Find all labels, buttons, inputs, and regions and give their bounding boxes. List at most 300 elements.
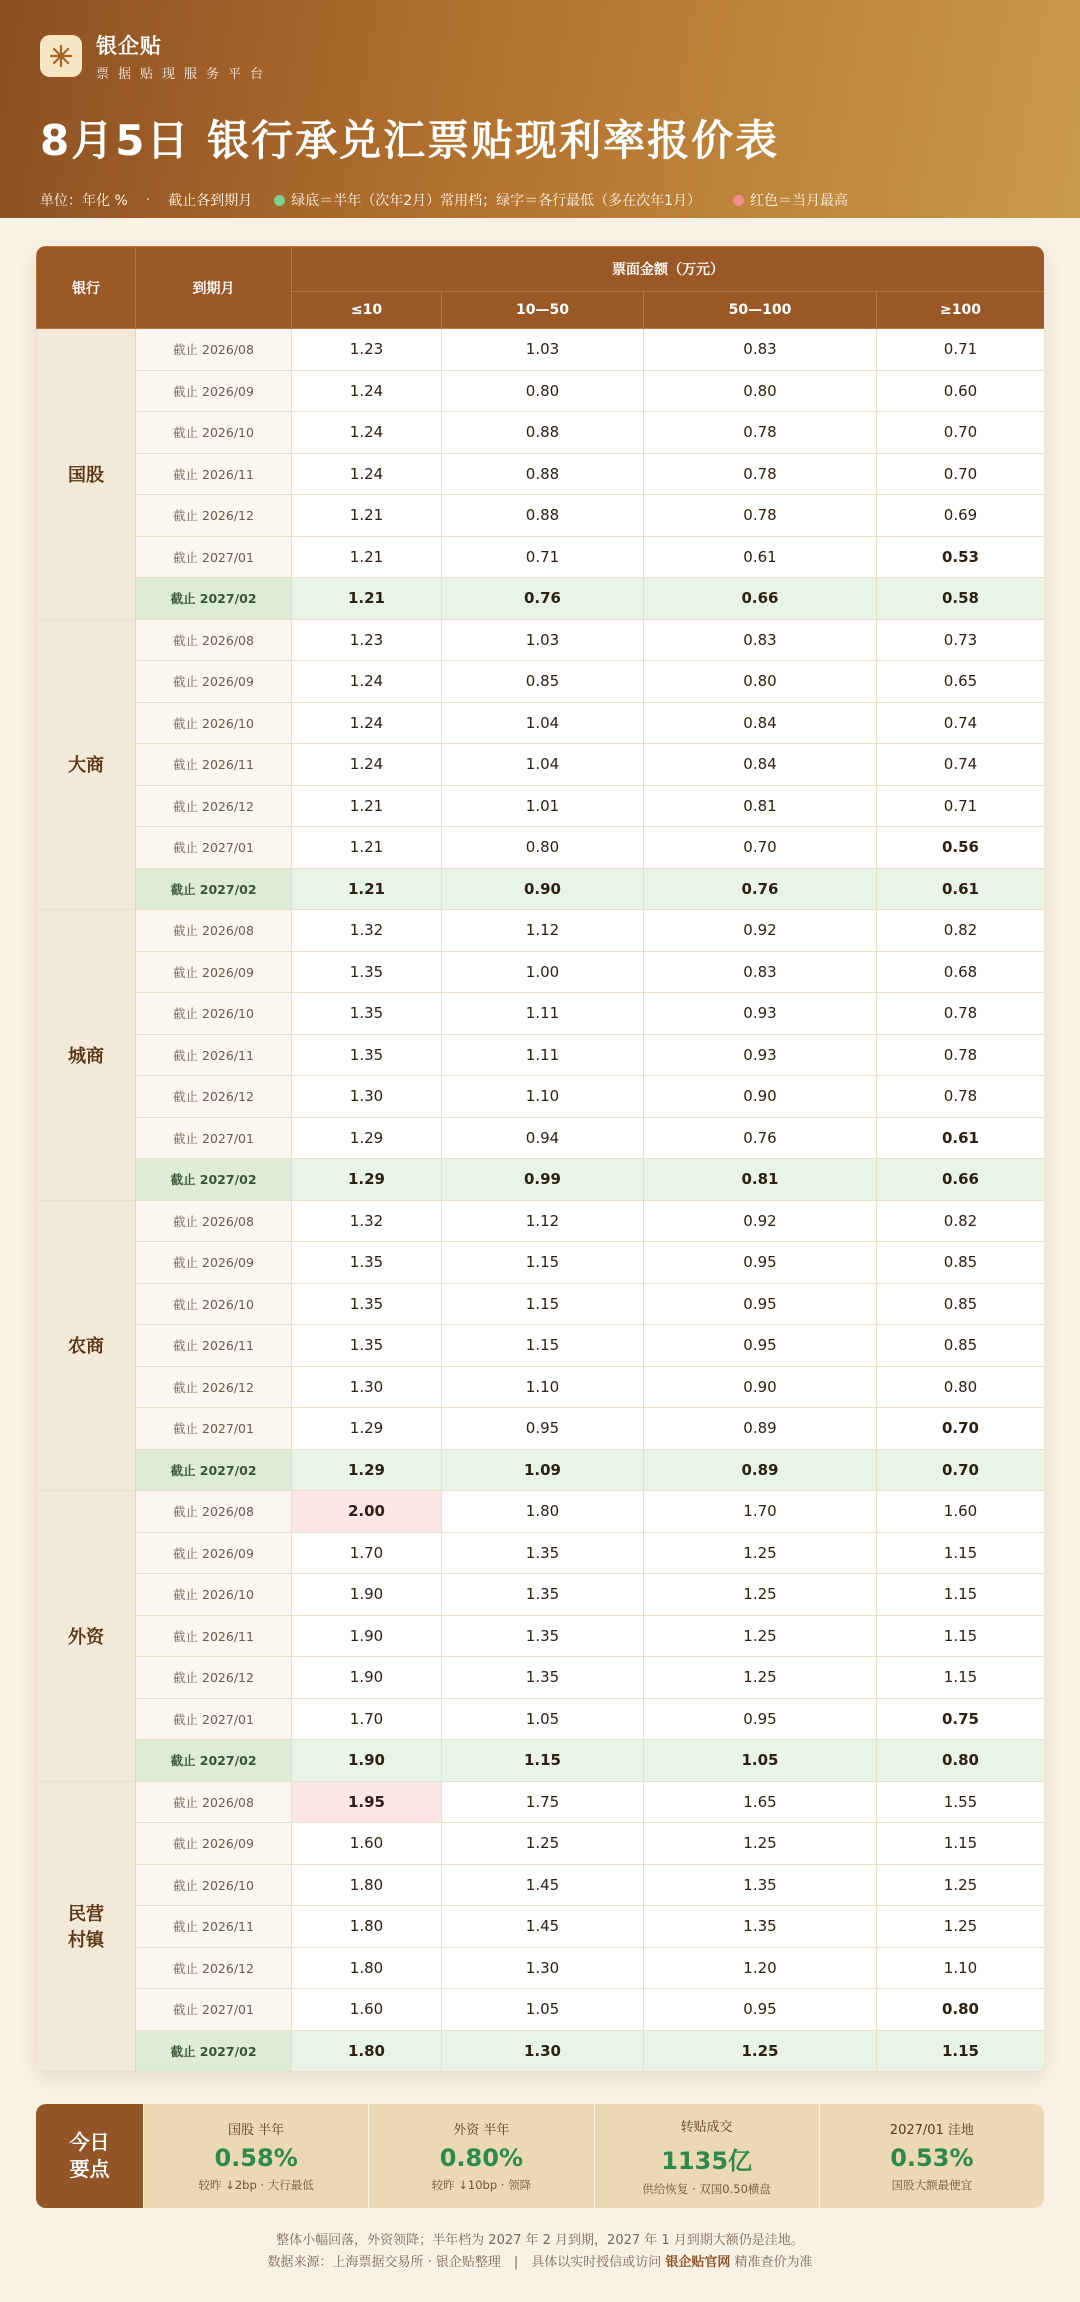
legend-red-text: 红色＝当月最高	[750, 193, 849, 209]
rate-cell: 1.20	[644, 1947, 877, 1989]
maturity-month-cell: 截止 2026/11	[136, 453, 292, 495]
table-row	[37, 1698, 1045, 1740]
header-amount-3: 50—100	[644, 292, 877, 329]
rate-cell: 1.35	[442, 1574, 644, 1616]
table-row	[37, 1532, 1045, 1574]
table-row	[37, 993, 1045, 1035]
rate-cell: 0.80	[442, 827, 644, 869]
rate-cell: 0.85	[877, 1325, 1045, 1367]
table-row	[37, 1366, 1045, 1408]
rate-cell: 1.11	[442, 993, 644, 1035]
rate-cell: 0.88	[442, 495, 644, 537]
rate-cell: 0.76	[644, 1117, 877, 1159]
rate-cell: 0.73	[877, 619, 1045, 661]
table-row	[37, 536, 1045, 578]
rate-cell: 1.35	[442, 1532, 644, 1574]
rate-cell: 1.80	[292, 2030, 442, 2072]
rate-cell: 0.99	[442, 1159, 644, 1201]
rate-cell: 0.68	[877, 951, 1045, 993]
maturity-month-cell: 截止 2026/11	[136, 1325, 292, 1367]
rate-table-container	[36, 246, 1044, 2072]
rate-cell: 0.78	[644, 453, 877, 495]
table-row	[37, 495, 1045, 537]
rate-cell: 0.85	[442, 661, 644, 703]
table-row	[37, 1076, 1045, 1118]
rate-cell: 1.21	[292, 495, 442, 537]
brand-subtitle: 票据贴现服务平台	[96, 67, 273, 82]
brand-name: 银企贴	[96, 34, 162, 58]
maturity-month-cell: 截止 2027/02	[136, 2030, 292, 2072]
rate-cell: 1.35	[292, 1034, 442, 1076]
rate-cell: 1.24	[292, 702, 442, 744]
rate-cell: 1.90	[292, 1740, 442, 1782]
maturity-month-cell: 截止 2026/08	[136, 1491, 292, 1533]
bank-name-cell: 外资	[37, 1491, 136, 1782]
brand	[40, 30, 1040, 82]
table-row	[37, 1781, 1045, 1823]
table-row	[37, 1159, 1045, 1201]
rate-cell: 0.78	[877, 1076, 1045, 1118]
maturity-month-cell: 截止 2026/08	[136, 329, 292, 371]
rate-cell: 1.05	[644, 1740, 877, 1782]
rate-cell: 1.32	[292, 910, 442, 952]
rate-cell: 0.80	[877, 1366, 1045, 1408]
rate-cell: 1.32	[292, 1200, 442, 1242]
legend-cutoff: 截止各到期月	[168, 193, 253, 209]
footer-line1: 整体小幅回落，外资领降；半年档为 2027 年 2 月到期，2027 年 1 月到期大额仍是洼地。	[276, 2233, 804, 2248]
rate-cell: 1.05	[442, 1698, 644, 1740]
rate-cell: 1.80	[442, 1491, 644, 1533]
red-dot-icon	[733, 195, 744, 206]
rate-cell: 0.66	[644, 578, 877, 620]
table-row	[37, 1615, 1045, 1657]
rate-cell: 1.29	[292, 1408, 442, 1450]
summary-note: 国股大额最便宜	[891, 2178, 973, 2192]
footer-suffix: 精准查价为准	[734, 2255, 813, 2270]
summary-panel	[36, 2104, 1044, 2208]
table-row	[37, 702, 1045, 744]
table-row	[37, 619, 1045, 661]
rate-cell: 1.70	[644, 1491, 877, 1533]
rate-cell: 0.95	[644, 1242, 877, 1284]
rate-cell: 1.45	[442, 1906, 644, 1948]
rate-cell: 0.83	[644, 619, 877, 661]
rate-cell: 1.15	[442, 1242, 644, 1284]
rate-cell: 1.35	[292, 1242, 442, 1284]
rate-cell: 1.90	[292, 1615, 442, 1657]
rate-cell: 0.94	[442, 1117, 644, 1159]
table-row	[37, 412, 1045, 454]
rate-cell: 0.71	[877, 329, 1045, 371]
rate-cell: 1.90	[292, 1574, 442, 1616]
maturity-month-cell: 截止 2026/12	[136, 495, 292, 537]
rate-cell: 0.84	[644, 744, 877, 786]
rate-cell: 1.24	[292, 453, 442, 495]
header-bank: 银行	[37, 247, 136, 329]
rate-cell: 0.70	[877, 453, 1045, 495]
rate-cell: 1.15	[877, 1574, 1045, 1616]
rate-cell: 0.74	[877, 702, 1045, 744]
rate-cell: 1.25	[644, 2030, 877, 2072]
maturity-month-cell: 截止 2026/10	[136, 412, 292, 454]
maturity-month-cell: 截止 2027/01	[136, 1698, 292, 1740]
summary-item	[819, 2104, 1044, 2208]
table-row	[37, 2030, 1045, 2072]
rate-cell: 1.15	[877, 1532, 1045, 1574]
rate-cell: 1.80	[292, 1906, 442, 1948]
maturity-month-cell: 截止 2026/11	[136, 1034, 292, 1076]
maturity-month-cell: 截止 2026/11	[136, 1615, 292, 1657]
rate-cell: 1.25	[644, 1657, 877, 1699]
rate-cell: 1.15	[442, 1283, 644, 1325]
header-month: 到期月	[136, 247, 292, 329]
footer	[0, 2230, 1080, 2274]
maturity-month-cell: 截止 2026/08	[136, 1200, 292, 1242]
maturity-month-cell: 截止 2027/02	[136, 868, 292, 910]
rate-cell: 1.21	[292, 578, 442, 620]
bank-name-cell: 大商	[37, 619, 136, 910]
rate-cell: 1.25	[877, 1906, 1045, 1948]
rate-cell: 0.83	[644, 951, 877, 993]
rate-cell: 1.12	[442, 910, 644, 952]
rate-cell: 1.90	[292, 1657, 442, 1699]
header-amount-group: 票面金额（万元）	[292, 247, 1045, 292]
rate-cell: 0.61	[644, 536, 877, 578]
maturity-month-cell: 截止 2027/01	[136, 827, 292, 869]
rate-cell: 1.29	[292, 1117, 442, 1159]
rate-cell: 1.03	[442, 619, 644, 661]
rate-cell: 0.76	[442, 578, 644, 620]
summary-title-line1: 今日	[69, 2130, 110, 2154]
maturity-month-cell: 截止 2026/10	[136, 702, 292, 744]
table-row	[37, 1823, 1045, 1865]
rate-cell: 1.60	[292, 1989, 442, 2031]
rate-cell: 1.25	[877, 1864, 1045, 1906]
rate-cell: 1.65	[644, 1781, 877, 1823]
rate-cell: 0.82	[877, 1200, 1045, 1242]
rate-cell: 1.15	[877, 2030, 1045, 2072]
rate-cell: 0.69	[877, 495, 1045, 537]
rate-cell: 1.24	[292, 412, 442, 454]
maturity-month-cell: 截止 2026/11	[136, 744, 292, 786]
table-row	[37, 910, 1045, 952]
rate-cell: 1.15	[877, 1823, 1045, 1865]
table-row	[37, 329, 1045, 371]
table-row	[37, 578, 1045, 620]
table-row	[37, 1408, 1045, 1450]
rate-cell: 0.82	[877, 910, 1045, 952]
legend-separator: ·	[145, 192, 151, 208]
rate-cell: 0.71	[442, 536, 644, 578]
rate-cell: 0.93	[644, 993, 877, 1035]
maturity-month-cell: 截止 2026/08	[136, 1781, 292, 1823]
header-amount-1: ≤10	[292, 292, 442, 329]
legend-green	[274, 190, 701, 210]
maturity-month-cell: 截止 2026/10	[136, 1864, 292, 1906]
rate-cell: 1.95	[292, 1781, 442, 1823]
maturity-month-cell: 截止 2026/09	[136, 951, 292, 993]
table-body	[37, 329, 1045, 2072]
rate-cell: 1.30	[442, 1947, 644, 1989]
rate-cell: 0.80	[877, 1740, 1045, 1782]
rate-cell: 1.23	[292, 619, 442, 661]
rate-cell: 1.15	[877, 1615, 1045, 1657]
rate-cell: 0.80	[877, 1989, 1045, 2031]
rate-cell: 1.11	[442, 1034, 644, 1076]
rate-cell: 1.60	[877, 1491, 1045, 1533]
rate-cell: 0.89	[644, 1408, 877, 1450]
rate-cell: 0.89	[644, 1449, 877, 1491]
summary-note: 较昨 ↓10bp · 领降	[431, 2178, 532, 2192]
rate-cell: 0.58	[877, 578, 1045, 620]
maturity-month-cell: 截止 2026/11	[136, 1906, 292, 1948]
rate-cell: 1.15	[877, 1657, 1045, 1699]
rate-cell: 1.04	[442, 744, 644, 786]
rate-cell: 0.90	[442, 868, 644, 910]
rate-cell: 1.70	[292, 1698, 442, 1740]
maturity-month-cell: 截止 2026/09	[136, 1823, 292, 1865]
summary-item	[368, 2104, 593, 2208]
summary-value: 0.53%	[890, 2144, 974, 2172]
table-row	[37, 1242, 1045, 1284]
rate-cell: 0.81	[644, 785, 877, 827]
summary-label: 转贴成交	[680, 2119, 733, 2135]
maturity-month-cell: 截止 2026/08	[136, 910, 292, 952]
summary-item	[594, 2104, 819, 2208]
table-row	[37, 1449, 1045, 1491]
maturity-month-cell: 截止 2026/09	[136, 661, 292, 703]
rate-cell: 0.90	[644, 1076, 877, 1118]
summary-note: 较昨 ↓2bp · 大行最低	[198, 2178, 314, 2192]
footer-source: 数据来源：上海票据交易所 · 银企贴整理 | 具体以实时授信或访问	[267, 2255, 662, 2270]
header-amount-4: ≥100	[877, 292, 1045, 329]
rate-cell: 0.95	[644, 1283, 877, 1325]
legend-red	[733, 190, 848, 210]
rate-cell: 1.24	[292, 744, 442, 786]
rate-cell: 0.95	[644, 1698, 877, 1740]
summary-item	[143, 2104, 368, 2208]
maturity-month-cell: 截止 2027/02	[136, 578, 292, 620]
rate-cell: 1.21	[292, 536, 442, 578]
rate-cell: 1.25	[442, 1823, 644, 1865]
rate-cell: 0.95	[442, 1408, 644, 1450]
maturity-month-cell: 截止 2027/02	[136, 1740, 292, 1782]
summary-value: 0.58%	[214, 2144, 298, 2172]
rate-cell: 1.21	[292, 785, 442, 827]
rate-cell: 1.01	[442, 785, 644, 827]
rate-cell: 1.10	[442, 1076, 644, 1118]
rate-cell: 1.70	[292, 1532, 442, 1574]
rate-cell: 1.21	[292, 827, 442, 869]
legend	[40, 190, 1040, 210]
rate-cell: 0.85	[877, 1283, 1045, 1325]
rate-cell: 0.76	[644, 868, 877, 910]
rate-cell: 0.88	[442, 412, 644, 454]
rate-cell: 0.70	[644, 827, 877, 869]
rate-cell: 0.83	[644, 329, 877, 371]
summary-label: 国股 半年	[228, 2123, 285, 2138]
maturity-month-cell: 截止 2026/10	[136, 1283, 292, 1325]
rate-cell: 0.78	[877, 993, 1045, 1035]
summary-title	[36, 2104, 143, 2208]
rate-cell: 1.23	[292, 329, 442, 371]
rate-cell: 1.03	[442, 329, 644, 371]
rate-cell: 1.35	[292, 993, 442, 1035]
rate-cell: 0.93	[644, 1034, 877, 1076]
rate-cell: 0.95	[644, 1989, 877, 2031]
maturity-month-cell: 截止 2026/12	[136, 1366, 292, 1408]
maturity-month-cell: 截止 2026/08	[136, 619, 292, 661]
table-row	[37, 1200, 1045, 1242]
rate-cell: 0.80	[644, 661, 877, 703]
table-row	[37, 370, 1045, 412]
summary-value: 1135亿	[661, 2146, 753, 2175]
rate-cell: 1.29	[292, 1159, 442, 1201]
table-row	[37, 1906, 1045, 1948]
rate-cell: 0.71	[877, 785, 1045, 827]
rate-cell: 0.78	[644, 412, 877, 454]
rate-cell: 1.04	[442, 702, 644, 744]
rate-cell: 1.05	[442, 1989, 644, 2031]
maturity-month-cell: 截止 2026/10	[136, 993, 292, 1035]
rate-cell: 1.24	[292, 370, 442, 412]
rate-cell: 0.53	[877, 536, 1045, 578]
maturity-month-cell: 截止 2027/01	[136, 536, 292, 578]
rate-cell: 1.35	[442, 1615, 644, 1657]
header-amount-2: 10—50	[442, 292, 644, 329]
table-row	[37, 1491, 1045, 1533]
summary-note: 供给恢复 · 双国0.50横盘	[642, 2181, 771, 2196]
rate-cell: 0.88	[442, 453, 644, 495]
rate-cell: 1.29	[292, 1449, 442, 1491]
rate-cell: 1.21	[292, 868, 442, 910]
footer-line2	[0, 2252, 1080, 2274]
rate-cell: 2.00	[292, 1491, 442, 1533]
maturity-month-cell: 截止 2027/02	[136, 1449, 292, 1491]
maturity-month-cell: 截止 2026/09	[136, 1532, 292, 1574]
rate-cell: 0.95	[644, 1325, 877, 1367]
rate-cell: 1.25	[644, 1574, 877, 1616]
table-row	[37, 1947, 1045, 1989]
table-row	[37, 453, 1045, 495]
rate-cell: 0.80	[442, 370, 644, 412]
rate-cell: 0.92	[644, 1200, 877, 1242]
rate-cell: 1.30	[292, 1366, 442, 1408]
legend-green-text: 绿底＝半年（次年2月）常用档；绿字＝各行最低（多在次年1月）	[291, 193, 702, 209]
rate-cell: 1.35	[644, 1906, 877, 1948]
table-row	[37, 1034, 1045, 1076]
bank-name-cell: 民营 村镇	[37, 1781, 136, 2072]
maturity-month-cell: 截止 2026/12	[136, 1947, 292, 1989]
rate-cell: 0.92	[644, 910, 877, 952]
maturity-month-cell: 截止 2027/02	[136, 1159, 292, 1201]
rate-cell: 1.25	[644, 1615, 877, 1657]
rate-cell: 1.25	[644, 1532, 877, 1574]
table-row	[37, 868, 1045, 910]
rate-cell: 0.61	[877, 1117, 1045, 1159]
summary-label: 2027/01 洼地	[889, 2123, 974, 2138]
rate-cell: 1.75	[442, 1781, 644, 1823]
rate-table	[36, 246, 1044, 2072]
table-row	[37, 744, 1045, 786]
rate-cell: 1.00	[442, 951, 644, 993]
rate-cell: 1.80	[292, 1864, 442, 1906]
rate-cell: 1.24	[292, 661, 442, 703]
maturity-month-cell: 截止 2026/09	[136, 1242, 292, 1284]
table-row	[37, 785, 1045, 827]
rate-cell: 1.09	[442, 1449, 644, 1491]
rate-cell: 0.70	[877, 1449, 1045, 1491]
table-row	[37, 1864, 1045, 1906]
rate-cell: 0.60	[877, 370, 1045, 412]
rate-cell: 1.10	[877, 1947, 1045, 1989]
bank-name-cell: 农商	[37, 1200, 136, 1491]
brand-logo-icon	[40, 35, 82, 77]
table-row	[37, 1740, 1045, 1782]
rate-cell: 0.61	[877, 868, 1045, 910]
table-row	[37, 951, 1045, 993]
rate-cell: 1.55	[877, 1781, 1045, 1823]
table-row	[37, 1574, 1045, 1616]
rate-cell: 0.70	[877, 412, 1045, 454]
rate-cell: 1.35	[292, 1283, 442, 1325]
table-row	[37, 1325, 1045, 1367]
bank-name-cell: 城商	[37, 910, 136, 1201]
maturity-month-cell: 截止 2026/10	[136, 1574, 292, 1616]
rate-cell: 1.35	[442, 1657, 644, 1699]
rate-cell: 0.85	[877, 1242, 1045, 1284]
header	[0, 0, 1080, 218]
bank-name-cell: 国股	[37, 329, 136, 620]
rate-cell: 1.35	[292, 1325, 442, 1367]
rate-cell: 0.70	[877, 1408, 1045, 1450]
rate-cell: 1.12	[442, 1200, 644, 1242]
maturity-month-cell: 截止 2026/09	[136, 370, 292, 412]
maturity-month-cell: 截止 2026/12	[136, 1076, 292, 1118]
summary-value: 0.80%	[439, 2144, 523, 2172]
page-title: 8月5日 银行承兑汇票贴现利率报价表	[40, 116, 780, 165]
rate-cell: 1.80	[292, 1947, 442, 1989]
rate-cell: 1.15	[442, 1325, 644, 1367]
rate-cell: 0.81	[644, 1159, 877, 1201]
rate-cell: 0.75	[877, 1698, 1045, 1740]
table-row	[37, 1283, 1045, 1325]
rate-cell: 1.25	[644, 1823, 877, 1865]
rate-cell: 0.84	[644, 702, 877, 744]
rate-cell: 1.30	[292, 1076, 442, 1118]
maturity-month-cell: 截止 2026/12	[136, 785, 292, 827]
rate-cell: 0.78	[877, 1034, 1045, 1076]
legend-unit: 单位：年化 %	[40, 193, 128, 209]
rate-cell: 0.65	[877, 661, 1045, 703]
table-row	[37, 661, 1045, 703]
green-dot-icon	[274, 195, 285, 206]
rate-cell: 1.10	[442, 1366, 644, 1408]
rate-cell: 1.30	[442, 2030, 644, 2072]
official-site-link[interactable]: 银企贴官网	[665, 2255, 731, 2270]
rate-cell: 1.45	[442, 1864, 644, 1906]
maturity-month-cell: 截止 2026/12	[136, 1657, 292, 1699]
rate-cell: 1.60	[292, 1823, 442, 1865]
table-row	[37, 827, 1045, 869]
maturity-month-cell: 截止 2027/01	[136, 1989, 292, 2031]
maturity-month-cell: 截止 2027/01	[136, 1117, 292, 1159]
rate-cell: 0.80	[644, 370, 877, 412]
maturity-month-cell: 截止 2027/01	[136, 1408, 292, 1450]
summary-title-line2: 要点	[69, 2157, 110, 2181]
rate-cell: 0.74	[877, 744, 1045, 786]
rate-cell: 1.35	[644, 1864, 877, 1906]
